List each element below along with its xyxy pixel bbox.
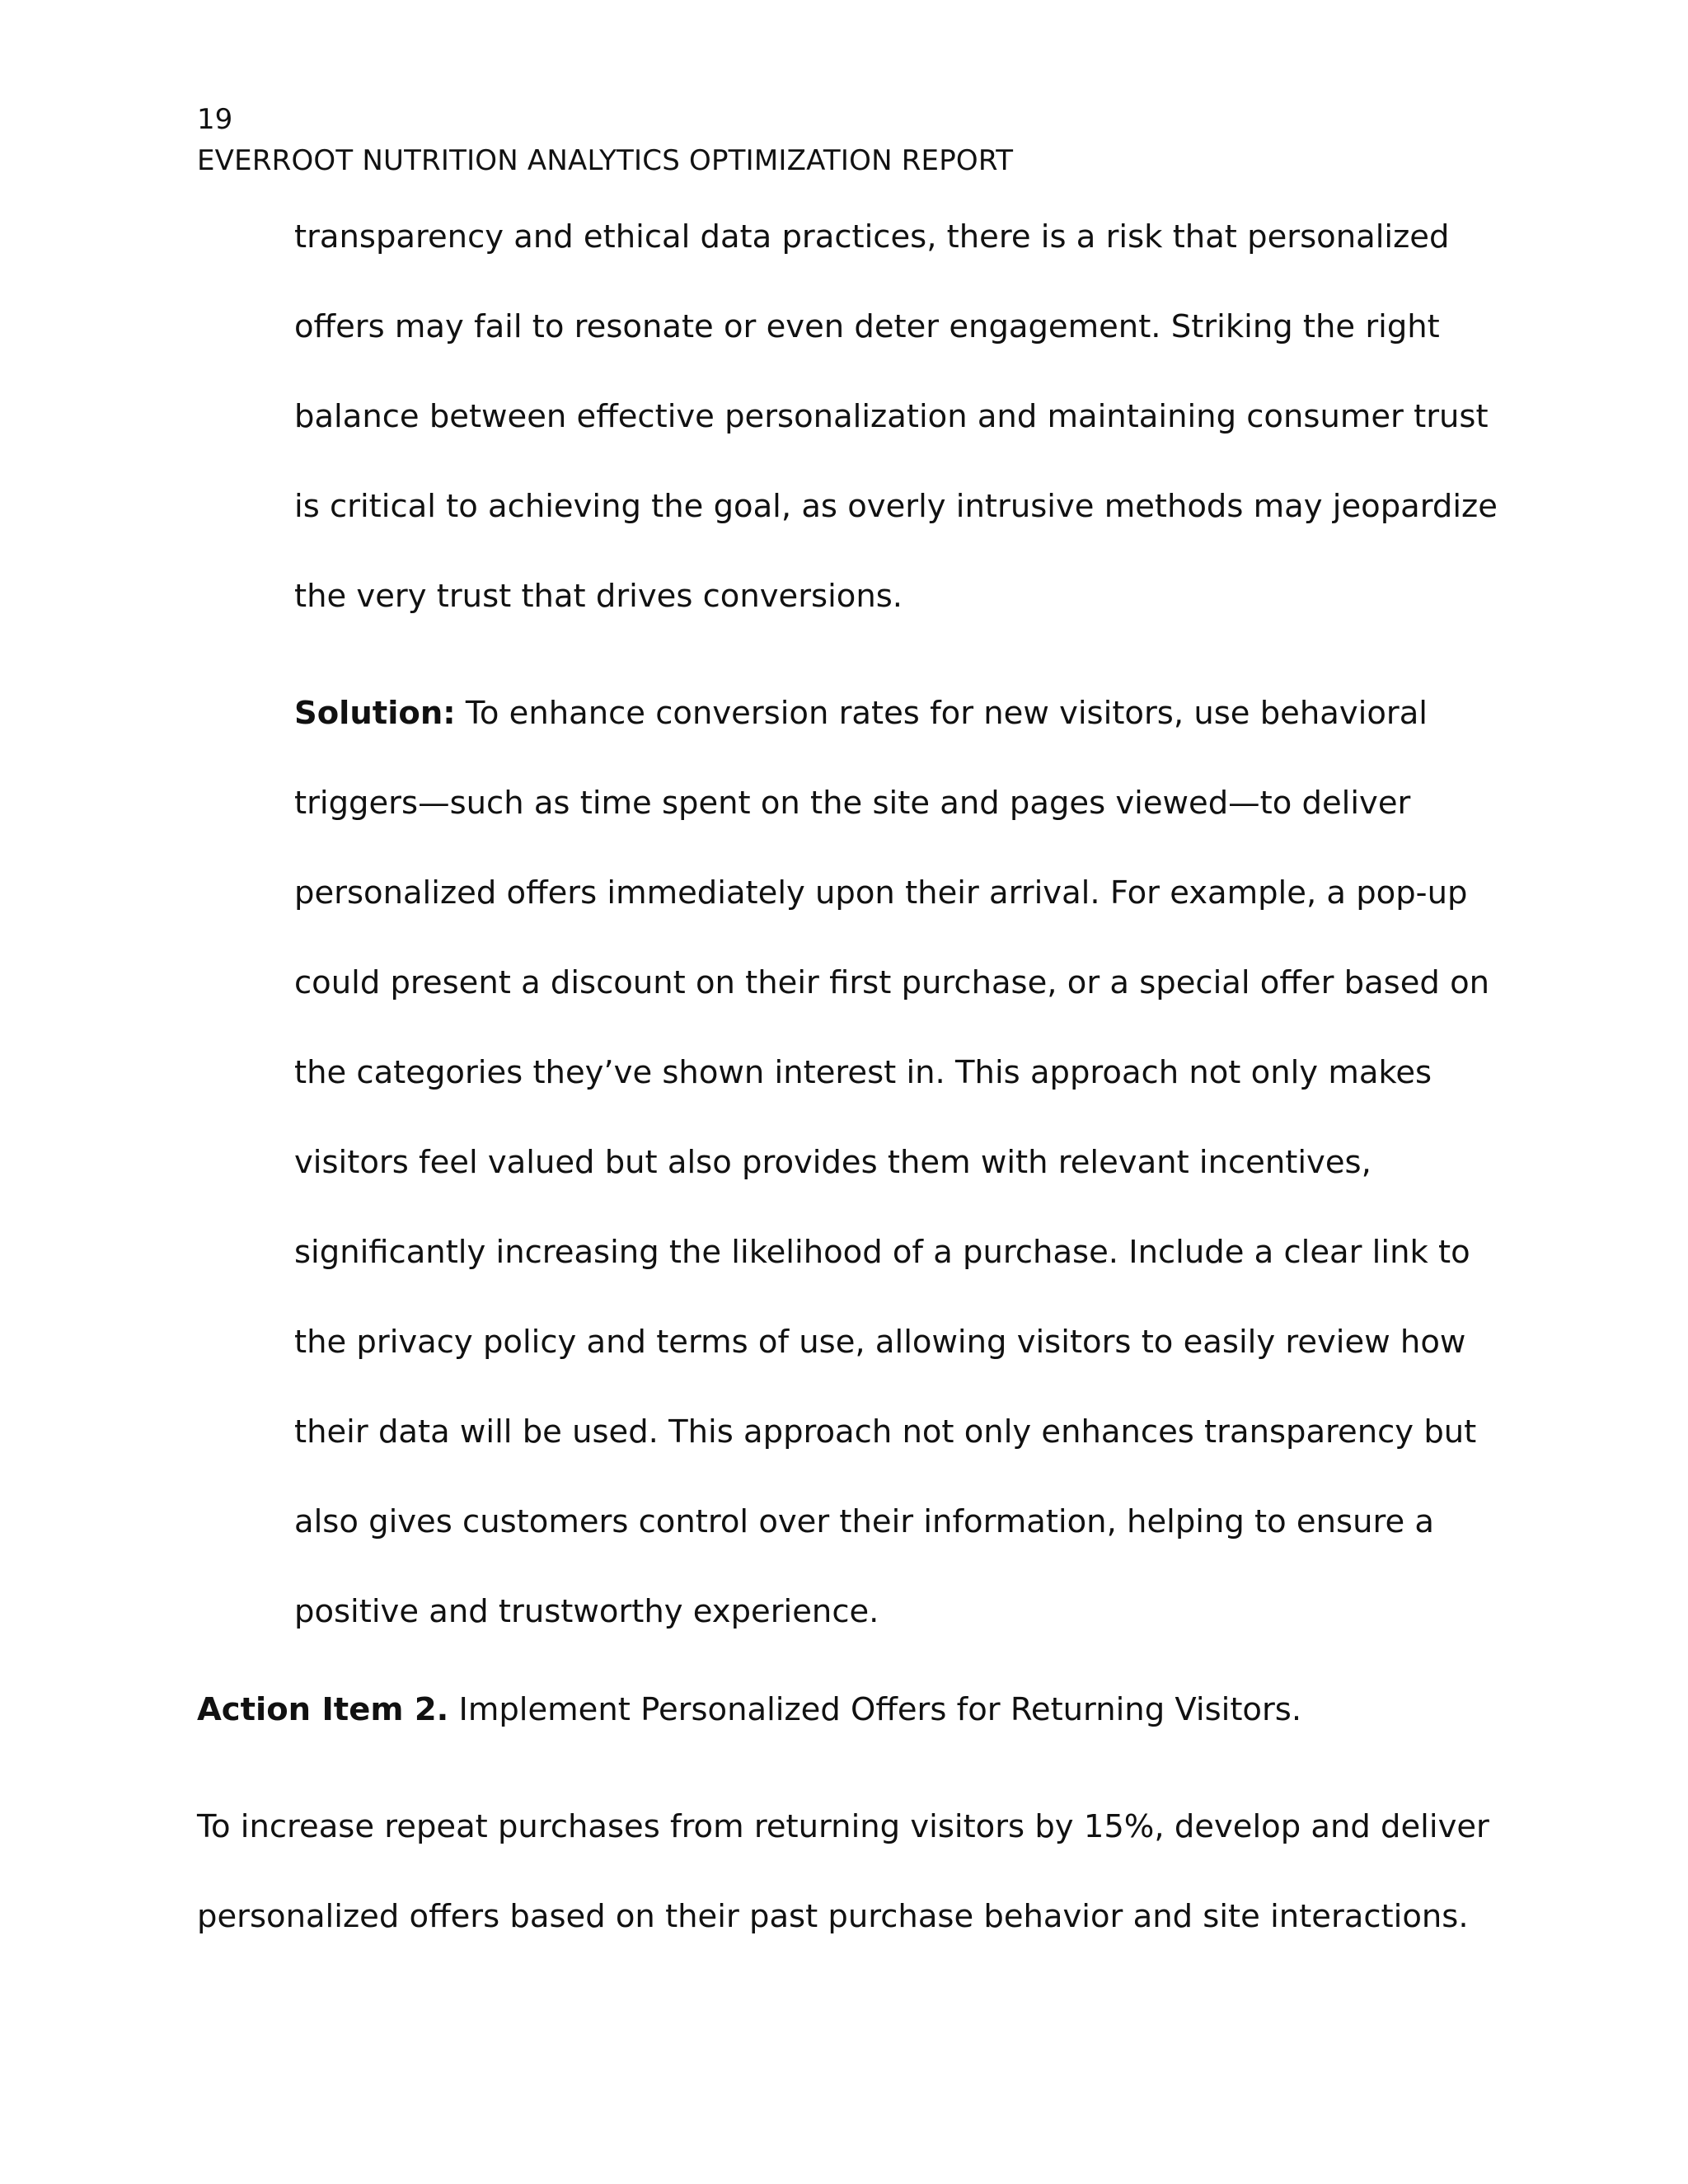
paragraph-line: significantly increasing the likelihood of a purchase. Include a clear link to	[294, 1234, 1470, 1271]
action-item-section	[197, 1665, 1549, 1961]
continuation-paragraph	[294, 192, 1498, 641]
paragraph-line: the very trust that drives conversions.	[294, 578, 903, 615]
paragraph-line: personalized offers immediately upon their arrival. For example, a pop-up	[294, 874, 1468, 912]
solution-first-line-text: To enhance conversion rates for new visitors, use behavioral	[455, 695, 1428, 732]
paragraph-line: balance between effective personalization and maintaining consumer trust	[294, 398, 1489, 435]
paragraph-line: their data will be used. This approach not only enhances transparency but	[294, 1413, 1477, 1451]
page-header	[197, 99, 1516, 181]
action-item-label: Action Item 2.	[197, 1691, 449, 1728]
paragraph-line: the categories they’ve shown interest in. This approach not only makes	[294, 1054, 1432, 1091]
paragraph-line: To increase repeat purchases from returning visitors by 15%, develop and deliver	[197, 1808, 1489, 1845]
running-head: EVERROOT NUTRITION ANALYTICS OPTIMIZATION REPORT	[197, 144, 1014, 177]
paragraph-line: is critical to achieving the goal, as overly intrusive methods may jeopardize	[294, 488, 1498, 525]
paragraph-spacer	[197, 1755, 1549, 1782]
paragraph-line: could present a discount on their first purchase, or a special offer based on	[294, 964, 1490, 1001]
indented-body	[294, 192, 1498, 1657]
paragraph-line: the privacy policy and terms of use, allowing visitors to easily review how	[294, 1324, 1466, 1361]
paragraph-line: visitors feel valued but also provides them with relevant incentives,	[294, 1144, 1372, 1181]
paragraph-line: transparency and ethical data practices, there is a risk that personalized	[294, 218, 1450, 255]
page-number: 19	[197, 103, 233, 136]
paragraph-line: triggers—such as time spent on the site and pages viewed—to deliver	[294, 785, 1411, 822]
action-item-title: Implement Personalized Offers for Returning Visitors.	[448, 1691, 1302, 1728]
paragraph-line: positive and trustworthy experience.	[294, 1593, 879, 1630]
paragraph-line: offers may fail to resonate or even deter engagement. Striking the right	[294, 308, 1440, 345]
paragraph-spacer	[294, 641, 1465, 668]
solution-label: Solution:	[294, 695, 456, 732]
action-item-heading	[197, 1665, 1549, 1755]
paragraph-line	[294, 668, 1465, 758]
paragraph-line: also gives customers control over their information, helping to ensure a	[294, 1503, 1434, 1540]
solution-paragraph	[294, 668, 1490, 1657]
paragraph-line: personalized offers based on their past purchase behavior and site interactions.	[197, 1898, 1469, 1935]
